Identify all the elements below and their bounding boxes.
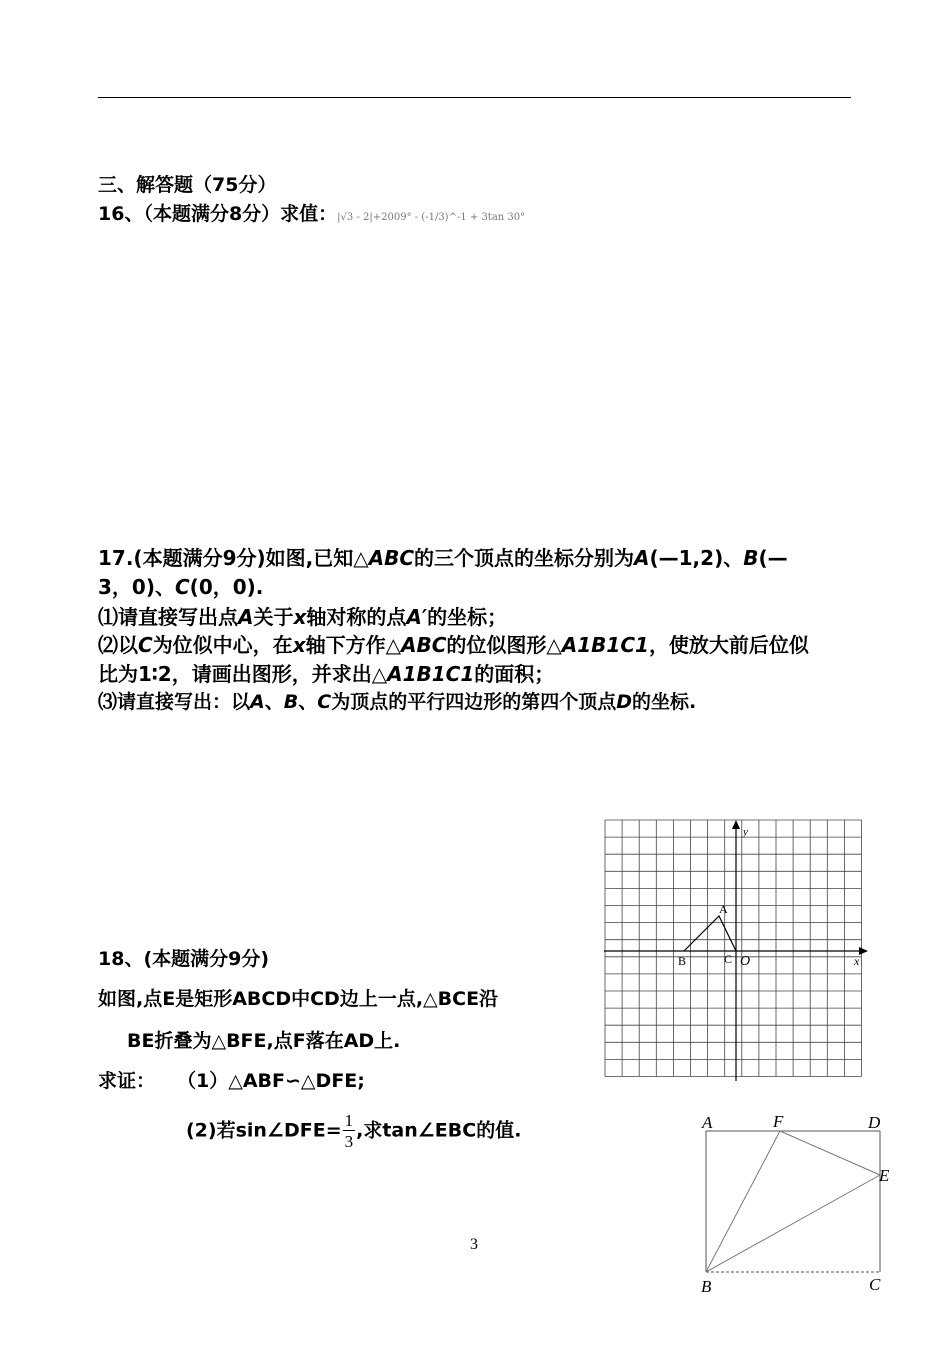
q17-text: 的面积； bbox=[474, 662, 555, 686]
fraction-numerator: 1 bbox=[344, 1111, 354, 1130]
q17-point-b: B bbox=[283, 691, 299, 713]
q17-text: 关于 bbox=[253, 605, 294, 629]
q17-part2 bbox=[98, 635, 809, 655]
q17-a1b1c1: A1B1C1 bbox=[387, 662, 475, 686]
segment-be bbox=[706, 1175, 880, 1272]
q17-point-a: A bbox=[250, 691, 265, 713]
y-axis-arrow-icon bbox=[732, 820, 740, 829]
q17-point-a-prime: A′ bbox=[406, 605, 428, 629]
q17-text: 的三个顶点的坐标分别为 bbox=[414, 546, 635, 570]
q17-text: 、 bbox=[264, 691, 284, 713]
q17-text: 17.(本题满分9分)如图,已知△ bbox=[98, 546, 369, 570]
q16-expression: |√3 - 2|+2009° - (-1/3)^-1 + 3tan 30° bbox=[337, 212, 526, 223]
q18-proof-label: 求证： bbox=[98, 1070, 156, 1092]
q17-text: 比为1∶2，请画出图形，并求出△ bbox=[98, 662, 388, 686]
page-number: 3 bbox=[470, 1236, 478, 1253]
q17-line1 bbox=[98, 548, 788, 568]
q17-point-c: C bbox=[138, 633, 153, 657]
q17-point-a: A bbox=[634, 546, 650, 570]
q17-abc: ABC bbox=[368, 546, 415, 570]
q17-point-d: D bbox=[616, 691, 632, 713]
q17-text: 轴下方作△ bbox=[305, 633, 401, 657]
q18-line1: 如图,点E是矩形ABCD中CD边上一点,△BCE沿 bbox=[98, 988, 499, 1010]
vertex-label-d: D bbox=[868, 1113, 881, 1132]
header-rule bbox=[98, 97, 851, 98]
q17-text: 的坐标. bbox=[632, 691, 697, 713]
q17-x: x bbox=[292, 633, 306, 657]
q18-line2: BE折叠为△BFE,点F落在AD上. bbox=[127, 1030, 401, 1052]
point-label-b: B bbox=[678, 954, 687, 968]
q18-part2-text: ,求tan∠EBC的值. bbox=[356, 1119, 522, 1142]
q17-text: 的坐标； bbox=[427, 605, 508, 629]
vertex-label-c: C bbox=[869, 1275, 881, 1294]
q17-text: ⑶请直接写出：以 bbox=[98, 691, 251, 713]
q17-point-c: C bbox=[174, 575, 190, 599]
q17-coord-b-end: 3，0)、 bbox=[98, 575, 175, 599]
vertex-label-f: F bbox=[773, 1112, 784, 1131]
q17-part3 bbox=[98, 693, 696, 712]
coordinate-grid-figure bbox=[600, 815, 872, 1087]
q17-text: 为顶点的平行四边形的第四个顶点 bbox=[331, 691, 617, 713]
q18-title: 18、(本题满分9分) bbox=[98, 948, 270, 970]
q17-text: 轴对称的点 bbox=[306, 605, 407, 629]
point-label-a: A bbox=[719, 902, 728, 916]
q17-part1 bbox=[98, 607, 507, 627]
q17-abc: ABC bbox=[400, 633, 447, 657]
axis-label-y: y bbox=[743, 826, 748, 838]
q17-point-a: A bbox=[238, 605, 254, 629]
fraction-denominator: 3 bbox=[344, 1132, 354, 1151]
triangle-abc bbox=[684, 916, 736, 951]
q17-line2 bbox=[98, 577, 263, 597]
q17-text: ⑵以 bbox=[98, 633, 138, 657]
q17-point-b: B bbox=[743, 546, 759, 570]
q18-part2 bbox=[186, 1112, 521, 1150]
q18-proof-line bbox=[98, 1072, 365, 1091]
question-16 bbox=[98, 205, 525, 224]
q17-text: 、 bbox=[298, 691, 318, 713]
q17-text: 为位似中心，在 bbox=[152, 633, 293, 657]
vertex-label-b: B bbox=[701, 1277, 712, 1296]
axis-label-x: x bbox=[854, 954, 860, 968]
q17-coord-b: (— bbox=[758, 546, 788, 570]
q17-a1b1c1: A1B1C1 bbox=[561, 633, 649, 657]
q18-part2-text: (2)若sin∠DFE= bbox=[186, 1119, 342, 1142]
q17-coord-c: (0，0). bbox=[189, 575, 264, 599]
rectangle-fold-figure bbox=[690, 1105, 905, 1300]
segment-fe bbox=[780, 1131, 880, 1175]
vertex-label-e: E bbox=[879, 1166, 890, 1185]
q17-coord-a: (—1,2)、 bbox=[649, 546, 744, 570]
q18-part1: （1）△ABF∽△DFE; bbox=[177, 1070, 365, 1092]
q16-label: 16、（本题满分8分）求值： bbox=[98, 203, 338, 225]
section-title: 三、解答题（75分） bbox=[98, 174, 277, 196]
q17-text: 的位似图形△ bbox=[446, 633, 562, 657]
q17-text: ，使放大前后位似 bbox=[648, 633, 809, 657]
q17-x: x bbox=[293, 605, 307, 629]
point-label-c: C bbox=[724, 952, 733, 966]
q17-text: ⑴请直接写出点 bbox=[98, 605, 238, 629]
q17-part2-cont bbox=[98, 664, 554, 684]
fraction-one-third bbox=[343, 1112, 356, 1150]
vertex-label-a: A bbox=[702, 1113, 713, 1132]
origin-label: O bbox=[740, 954, 751, 969]
q17-point-c: C bbox=[317, 691, 332, 713]
x-axis-arrow-icon bbox=[859, 947, 868, 955]
